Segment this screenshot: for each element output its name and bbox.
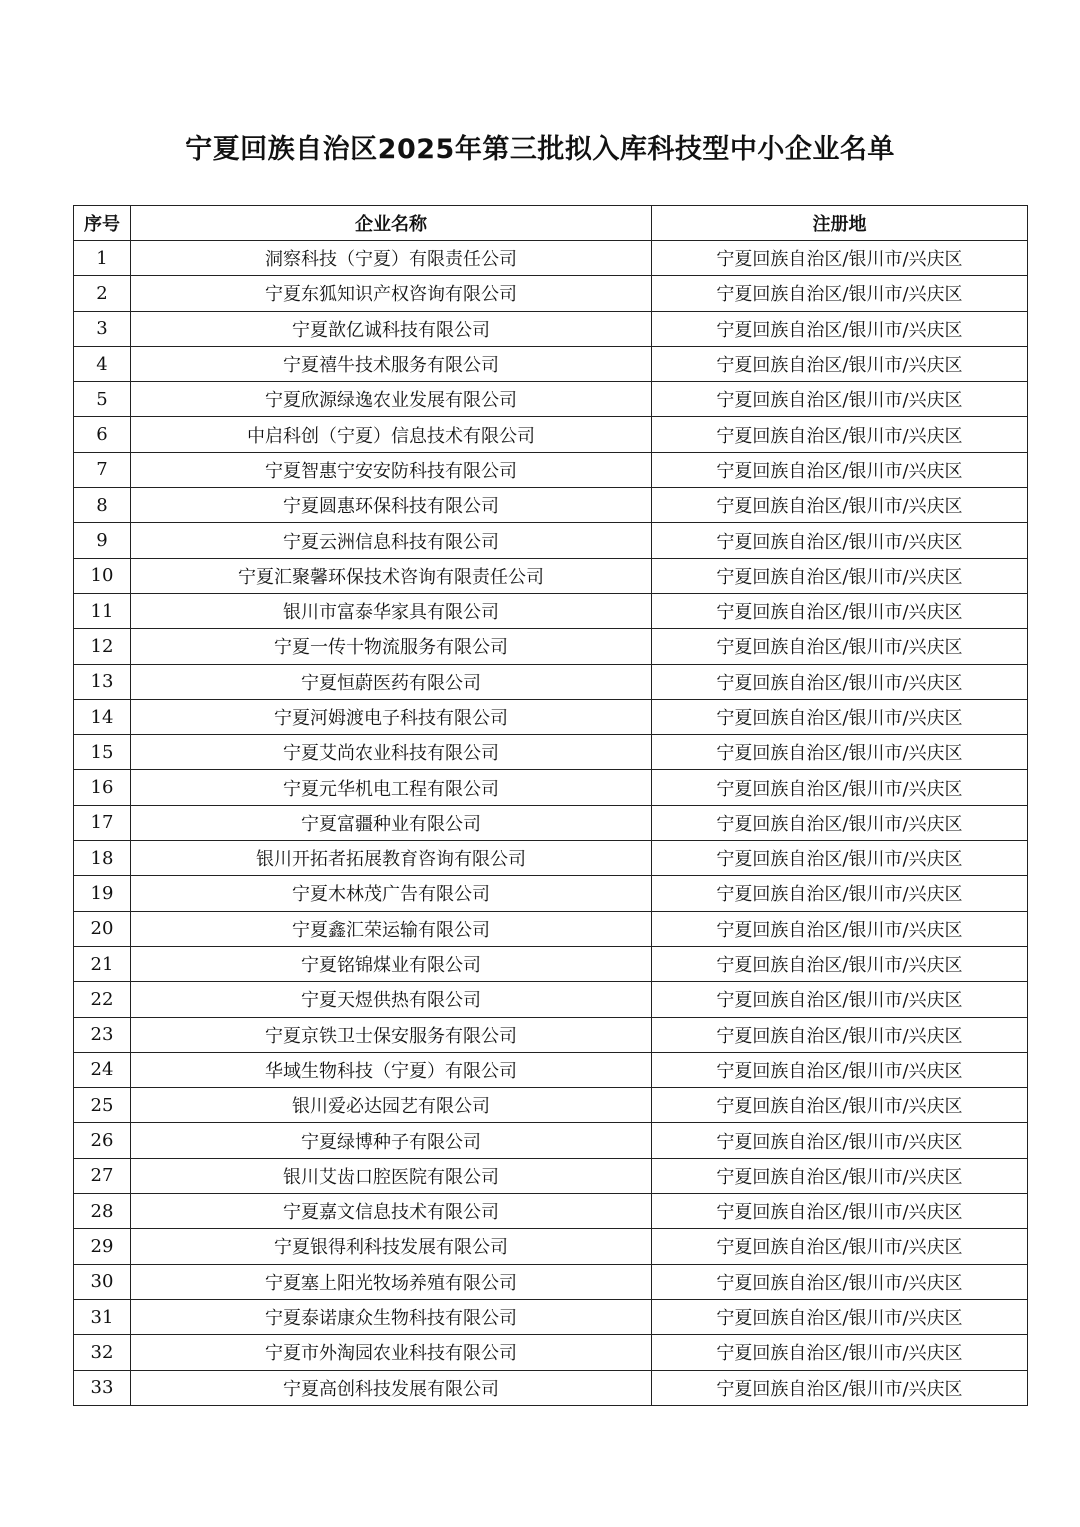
company-name-cell: 宁夏富疆种业有限公司	[131, 805, 652, 840]
registered-location-cell: 宁夏回族自治区/银川市/兴庆区	[652, 946, 1028, 981]
table-row	[74, 382, 1028, 417]
company-name-cell: 宁夏智惠宁安安防科技有限公司	[131, 452, 652, 487]
registered-location-cell: 宁夏回族自治区/银川市/兴庆区	[652, 1229, 1028, 1264]
table-row	[74, 699, 1028, 734]
company-name-cell: 宁夏京铁卫士保安服务有限公司	[131, 1017, 652, 1052]
table-row	[74, 1158, 1028, 1193]
company-name-cell: 宁夏铭锦煤业有限公司	[131, 946, 652, 981]
serial-number-cell: 30	[74, 1264, 131, 1299]
table-row	[74, 1335, 1028, 1370]
registered-location-cell: 宁夏回族自治区/银川市/兴庆区	[652, 593, 1028, 628]
serial-number-cell: 8	[74, 488, 131, 523]
serial-number-cell: 24	[74, 1052, 131, 1087]
registered-location-cell: 宁夏回族自治区/银川市/兴庆区	[652, 523, 1028, 558]
table-row	[74, 805, 1028, 840]
registered-location-cell: 宁夏回族自治区/银川市/兴庆区	[652, 1194, 1028, 1229]
serial-number-cell: 31	[74, 1299, 131, 1334]
header-registered-location: 注册地	[652, 206, 1028, 241]
company-name-cell: 宁夏河姆渡电子科技有限公司	[131, 699, 652, 734]
registered-location-cell: 宁夏回族自治区/银川市/兴庆区	[652, 1123, 1028, 1158]
serial-number-cell: 15	[74, 735, 131, 770]
serial-number-cell: 12	[74, 629, 131, 664]
company-name-cell: 银川开拓者拓展教育咨询有限公司	[131, 841, 652, 876]
company-name-cell: 银川市富泰华家具有限公司	[131, 593, 652, 628]
registered-location-cell: 宁夏回族自治区/银川市/兴庆区	[652, 876, 1028, 911]
company-name-cell: 宁夏市外淘园农业科技有限公司	[131, 1335, 652, 1370]
serial-number-cell: 6	[74, 417, 131, 452]
serial-number-cell: 10	[74, 558, 131, 593]
registered-location-cell: 宁夏回族自治区/银川市/兴庆区	[652, 558, 1028, 593]
serial-number-cell: 21	[74, 946, 131, 981]
serial-number-cell: 32	[74, 1335, 131, 1370]
company-name-cell: 宁夏高创科技发展有限公司	[131, 1370, 652, 1405]
registered-location-cell: 宁夏回族自治区/银川市/兴庆区	[652, 805, 1028, 840]
header-company-name: 企业名称	[131, 206, 652, 241]
table-row	[74, 593, 1028, 628]
serial-number-cell: 28	[74, 1194, 131, 1229]
table-row	[74, 1123, 1028, 1158]
registered-location-cell: 宁夏回族自治区/银川市/兴庆区	[652, 841, 1028, 876]
serial-number-cell: 7	[74, 452, 131, 487]
serial-number-cell: 3	[74, 311, 131, 346]
serial-number-cell: 26	[74, 1123, 131, 1158]
table-row	[74, 523, 1028, 558]
registered-location-cell: 宁夏回族自治区/银川市/兴庆区	[652, 382, 1028, 417]
registered-location-cell: 宁夏回族自治区/银川市/兴庆区	[652, 417, 1028, 452]
company-name-cell: 宁夏一传十物流服务有限公司	[131, 629, 652, 664]
table-row	[74, 1088, 1028, 1123]
serial-number-cell: 14	[74, 699, 131, 734]
table-row	[74, 876, 1028, 911]
serial-number-cell: 20	[74, 911, 131, 946]
registered-location-cell: 宁夏回族自治区/银川市/兴庆区	[652, 664, 1028, 699]
table-row	[74, 1052, 1028, 1087]
registered-location-cell: 宁夏回族自治区/银川市/兴庆区	[652, 1370, 1028, 1405]
company-name-cell: 宁夏艾尚农业科技有限公司	[131, 735, 652, 770]
table-row	[74, 946, 1028, 981]
table-row	[74, 558, 1028, 593]
registered-location-cell: 宁夏回族自治区/银川市/兴庆区	[652, 1158, 1028, 1193]
serial-number-cell: 27	[74, 1158, 131, 1193]
registered-location-cell: 宁夏回族自治区/银川市/兴庆区	[652, 629, 1028, 664]
company-name-cell: 宁夏云洲信息科技有限公司	[131, 523, 652, 558]
page-title: 宁夏回族自治区2025年第三批拟入库科技型中小企业名单	[185, 134, 895, 165]
registered-location-cell: 宁夏回族自治区/银川市/兴庆区	[652, 1335, 1028, 1370]
table-row	[74, 841, 1028, 876]
table-row	[74, 770, 1028, 805]
serial-number-cell: 25	[74, 1088, 131, 1123]
company-name-cell: 洞察科技（宁夏）有限责任公司	[131, 241, 652, 276]
company-name-cell: 宁夏圆惠环保科技有限公司	[131, 488, 652, 523]
serial-number-cell: 2	[74, 276, 131, 311]
table-row	[74, 629, 1028, 664]
registered-location-cell: 宁夏回族自治区/银川市/兴庆区	[652, 311, 1028, 346]
serial-number-cell: 4	[74, 346, 131, 381]
registered-location-cell: 宁夏回族自治区/银川市/兴庆区	[652, 241, 1028, 276]
company-name-cell: 宁夏塞上阳光牧场养殖有限公司	[131, 1264, 652, 1299]
registered-location-cell: 宁夏回族自治区/银川市/兴庆区	[652, 982, 1028, 1017]
serial-number-cell: 9	[74, 523, 131, 558]
registered-location-cell: 宁夏回族自治区/银川市/兴庆区	[652, 1017, 1028, 1052]
table-row	[74, 1017, 1028, 1052]
company-name-cell: 宁夏东狐知识产权咨询有限公司	[131, 276, 652, 311]
company-name-cell: 中启科创（宁夏）信息技术有限公司	[131, 417, 652, 452]
company-name-cell: 宁夏汇聚馨环保技术咨询有限责任公司	[131, 558, 652, 593]
registered-location-cell: 宁夏回族自治区/银川市/兴庆区	[652, 1299, 1028, 1334]
serial-number-cell: 19	[74, 876, 131, 911]
company-name-cell: 宁夏禧牛技术服务有限公司	[131, 346, 652, 381]
registered-location-cell: 宁夏回族自治区/银川市/兴庆区	[652, 1264, 1028, 1299]
table-row	[74, 664, 1028, 699]
table-header	[74, 206, 1028, 241]
enterprise-table	[73, 205, 1028, 1406]
company-name-cell: 银川艾齿口腔医院有限公司	[131, 1158, 652, 1193]
table-row	[74, 452, 1028, 487]
company-name-cell: 华域生物科技（宁夏）有限公司	[131, 1052, 652, 1087]
table-row	[74, 276, 1028, 311]
table-row	[74, 346, 1028, 381]
header-row	[74, 206, 1028, 241]
company-name-cell: 宁夏嘉文信息技术有限公司	[131, 1194, 652, 1229]
company-name-cell: 宁夏元华机电工程有限公司	[131, 770, 652, 805]
company-name-cell: 宁夏银得利科技发展有限公司	[131, 1229, 652, 1264]
table-row	[74, 1370, 1028, 1405]
company-name-cell: 宁夏鑫汇荣运输有限公司	[131, 911, 652, 946]
company-name-cell: 宁夏泰诺康众生物科技有限公司	[131, 1299, 652, 1334]
company-name-cell: 宁夏欣源绿逸农业发展有限公司	[131, 382, 652, 417]
serial-number-cell: 1	[74, 241, 131, 276]
company-name-cell: 宁夏天煜供热有限公司	[131, 982, 652, 1017]
table-row	[74, 1264, 1028, 1299]
table-row	[74, 735, 1028, 770]
company-name-cell: 宁夏木林茂广告有限公司	[131, 876, 652, 911]
table-body	[74, 241, 1028, 1406]
table-row	[74, 911, 1028, 946]
serial-number-cell: 16	[74, 770, 131, 805]
table-row	[74, 241, 1028, 276]
serial-number-cell: 11	[74, 593, 131, 628]
registered-location-cell: 宁夏回族自治区/银川市/兴庆区	[652, 452, 1028, 487]
registered-location-cell: 宁夏回族自治区/银川市/兴庆区	[652, 488, 1028, 523]
registered-location-cell: 宁夏回族自治区/银川市/兴庆区	[652, 735, 1028, 770]
registered-location-cell: 宁夏回族自治区/银川市/兴庆区	[652, 699, 1028, 734]
header-serial-number: 序号	[74, 206, 131, 241]
registered-location-cell: 宁夏回族自治区/银川市/兴庆区	[652, 1052, 1028, 1087]
serial-number-cell: 17	[74, 805, 131, 840]
table-row	[74, 1194, 1028, 1229]
table-row	[74, 488, 1028, 523]
serial-number-cell: 23	[74, 1017, 131, 1052]
registered-location-cell: 宁夏回族自治区/银川市/兴庆区	[652, 1088, 1028, 1123]
serial-number-cell: 33	[74, 1370, 131, 1405]
serial-number-cell: 18	[74, 841, 131, 876]
table-row	[74, 982, 1028, 1017]
table-row	[74, 417, 1028, 452]
table-row	[74, 1299, 1028, 1334]
registered-location-cell: 宁夏回族自治区/银川市/兴庆区	[652, 911, 1028, 946]
company-name-cell: 宁夏恒蔚医药有限公司	[131, 664, 652, 699]
table-row	[74, 1229, 1028, 1264]
serial-number-cell: 22	[74, 982, 131, 1017]
company-name-cell: 宁夏歆亿诚科技有限公司	[131, 311, 652, 346]
serial-number-cell: 13	[74, 664, 131, 699]
registered-location-cell: 宁夏回族自治区/银川市/兴庆区	[652, 346, 1028, 381]
company-name-cell: 宁夏绿博种子有限公司	[131, 1123, 652, 1158]
registered-location-cell: 宁夏回族自治区/银川市/兴庆区	[652, 770, 1028, 805]
table-row	[74, 311, 1028, 346]
company-name-cell: 银川爱必达园艺有限公司	[131, 1088, 652, 1123]
serial-number-cell: 5	[74, 382, 131, 417]
serial-number-cell: 29	[74, 1229, 131, 1264]
registered-location-cell: 宁夏回族自治区/银川市/兴庆区	[652, 276, 1028, 311]
